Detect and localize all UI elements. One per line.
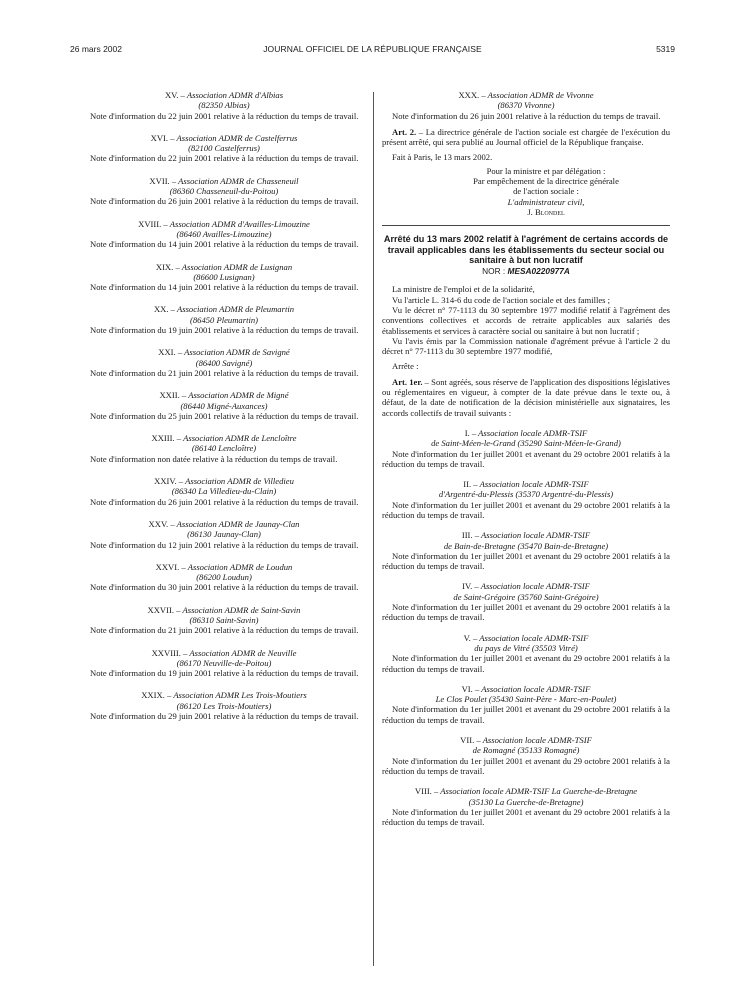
list-item: XXVI. – Association ADMR de Loudun (86200 Loudun) Note d'information du 30 juin 2001 relative à la réduction du temps de travail. — [80, 562, 368, 593]
list-item: XVI. – Association ADMR de Castelferrus (82100 Castelferrus) Note d'information du 22 juin 2001 relative à la réduction du temps de travail. — [80, 133, 368, 164]
entry-name: Association locale ADMR-TSIF — [478, 427, 588, 438]
entry-name: Association ADMR de Neuville — [189, 647, 297, 658]
entry-number: VIII. — [414, 786, 432, 797]
entry-place: (86440 Migné-Auxances) — [180, 400, 268, 411]
list-item: V. – Association locale ADMR-TSIF du pays de Vitré (35503 Vitré) Note d'information du 1er juillet 2001 et avenant du 29 octobre 2001 relatifs à la réduction du temps de travail. — [382, 632, 670, 674]
arrete-para-2: Vu l'article L. 314-6 du code de l'action sociale et des familles ; — [392, 294, 611, 305]
list-item: XX. – Association ADMR de Pleumartin (86450 Pleumartin) Note d'information du 19 juin 2001 relative à la réduction du temps de travail. — [80, 304, 368, 335]
list-item: VII. – Association locale ADMR-TSIF de Romagné (35133 Romagné) Note d'information du 1er juillet 2001 et avenant du 29 octobre 2001 relatifs à la réduction du temps de travail. — [382, 735, 670, 776]
list-item: I. – Association locale ADMR-TSIF de Saint-Méen-le-Grand (35290 Saint-Méen-le-Grand) Note d'information du 1er juillet 2001 et avenant du 29 octobre 2001 relatifs à la réduction du temps de travail. — [382, 427, 670, 469]
list-item: XXIV. – Association ADMR de Villedieu (86340 La Villedieu-du-Clain) Note d'information du 26 juin 2001 relative à la réduction du temps de travail. — [80, 476, 368, 507]
list-item: XXVII. – Association ADMR de Saint-Savin (86310 Saint-Savin) Note d'information du 21 juin 2001 relative à la réduction du temps de travail. — [80, 605, 368, 636]
entry-body: Note d'information du 22 juin 2001 relative à la réduction du temps de travail. — [90, 110, 359, 121]
entry-number: XXV. — [148, 518, 169, 529]
entry-number: II. — [463, 479, 472, 490]
entry-body: Note d'information du 19 juin 2001 relative à la réduction du temps de travail. — [90, 325, 359, 336]
entry-body: Note d'information du 26 juin 2001 relative à la réduction du temps de travail. — [90, 196, 359, 207]
entry-place: du pays de Vitré (35503 Vitré) — [474, 642, 578, 653]
entry-name: Association locale ADMR-TSIF La Guerche-de-Bretagne — [440, 786, 638, 797]
arrete-para-3: Vu le décret n° 77-1113 du 30 septembre 1977 modifié relatif à l'agrément des conventions collectives et accords de retraite applicables aux salariés des établissements et services à caractère social ou sanitaire à but non lucratif ; — [382, 304, 670, 336]
arrete-para-1: La ministre de l'emploi et de la solidarité, — [392, 284, 535, 295]
arrete-title: Arrêté du 13 mars 2002 relatif à l'agrément de certains accords de travail applicables dans les établissements du secteur social ou sanitaire à but non lucratif — [383, 234, 669, 266]
entry-number: XV. — [164, 90, 179, 100]
article-1-label: Art. 1er. — [392, 376, 423, 387]
article-2-label: Art. 2. — [392, 126, 417, 137]
entry-body: Note d'information du 1er juillet 2001 et avenant du 29 octobre 2001 relatifs à la réduction du temps de travail. — [382, 602, 670, 623]
entry-place: de Romagné (35133 Romagné) — [472, 745, 580, 756]
arrete-word: Arrête : — [392, 361, 419, 372]
signature-line-4: L'administrateur civil, — [507, 196, 585, 207]
entry-number: XXII. — [159, 390, 180, 401]
nor-code: MESA0220977A — [507, 266, 570, 277]
entry-name: Association ADMR de Saint-Savin — [182, 604, 301, 615]
page-header — [70, 44, 675, 58]
entry-body: Note d'information non datée relative à la réduction du temps de travail. — [90, 453, 338, 464]
signature-block — [382, 166, 670, 217]
entry-number: I. — [464, 427, 470, 438]
entry-number: XVIII. — [138, 218, 162, 229]
entry-number: XXIX. — [141, 690, 165, 701]
entry-name: Association locale ADMR-TSIF — [481, 530, 591, 541]
entry-place: (86140 Lencloître) — [191, 443, 257, 454]
signature-name: J. Blondel — [527, 206, 565, 217]
entry-name: Association ADMR de Chasseneuil — [178, 175, 299, 186]
entry-place: de Saint-Méen-le-Grand (35290 Saint-Méen-le-Grand) — [431, 438, 621, 449]
entry-body: Note d'information du 1er juillet 2001 et avenant du 29 octobre 2001 relatifs à la réduction du temps de travail. — [382, 448, 670, 469]
entry-number: XIX. — [155, 261, 174, 272]
entry-body: Note d'information du 29 juin 2001 relative à la réduction du temps de travail. — [90, 711, 359, 722]
entry-place: (86370 Vivonne) — [497, 100, 555, 111]
list-item: XXII. – Association ADMR de Migné (86440 Migné-Auxances) Note d'information du 25 juin 2001 relative à la réduction du temps de travail. — [80, 390, 368, 421]
entry-place: (86340 La Villedieu-du-Clain) — [171, 486, 277, 497]
entry-name: Association ADMR d'Availles-Limouzine — [169, 218, 310, 229]
entry-place: (86600 Lusignan) — [193, 271, 255, 282]
entry-body: Note d'information du 30 juin 2001 relative à la réduction du temps de travail. — [90, 582, 359, 593]
article-1 — [382, 377, 670, 418]
signature-line-2: Par empêchement de la directrice générale — [473, 176, 619, 187]
entry-body: Note d'information du 1er juillet 2001 et avenant du 29 octobre 2001 relatifs à la réduction du temps de travail. — [382, 704, 670, 725]
entry-name: Association ADMR de Castelferrus — [176, 132, 298, 143]
entry-xxx: XXX. – Association ADMR de Vivonne (86370 Vivonne) Note d'information du 26 juin 2001 relative à la réduction du temps de travail. — [382, 90, 670, 121]
entry-number: III. — [461, 530, 473, 541]
entry-number: XXVIII. — [151, 647, 181, 658]
entry-place: (86400 Savigné) — [195, 357, 253, 368]
entry-number: XXX. — [458, 90, 480, 100]
entry-body: Note d'information du 1er juillet 2001 et avenant du 29 octobre 2001 relatifs à la réduction du temps de travail. — [382, 499, 670, 520]
section-rule — [382, 225, 670, 226]
header-date: 26 mars 2002 — [70, 44, 122, 54]
column-divider — [373, 92, 374, 966]
entry-name: Association ADMR Les Trois-Moutiers — [173, 690, 307, 701]
entry-name: Association ADMR de Savigné — [184, 347, 290, 358]
nor-label: NOR : — [482, 266, 506, 277]
entry-name: Association locale ADMR-TSIF — [479, 632, 589, 643]
left-column — [80, 90, 368, 721]
entry-name: Association ADMR de Loudun — [187, 561, 293, 572]
list-item: XXIII. – Association ADMR de Lencloître (86140 Lencloître) Note d'information non datée relative à la réduction du temps de travail. — [80, 433, 368, 464]
entry-name: Association ADMR de Pleumartin — [176, 304, 295, 315]
entry-place: Le Clos Poulet (35430 Saint-Père - Marc-en-Poulet) — [435, 694, 617, 705]
entry-body: Note d'information du 12 juin 2001 relative à la réduction du temps de travail. — [90, 539, 359, 550]
entry-body: Note d'information du 25 juin 2001 relative à la réduction du temps de travail. — [90, 410, 359, 421]
entry-body: Note d'information du 21 juin 2001 relative à la réduction du temps de travail. — [90, 625, 359, 636]
entry-body: Note d'information du 14 juin 2001 relative à la réduction du temps de travail. — [90, 282, 359, 293]
list-item: XXVIII. – Association ADMR de Neuville (86170 Neuville-de-Poitou) Note d'information du 19 juin 2001 relative à la réduction du temps de travail. — [80, 648, 368, 679]
entry-body: Note d'information du 1er juillet 2001 et avenant du 29 octobre 2001 relatifs à la réduction du temps de travail. — [382, 755, 670, 776]
entry-place: (86360 Chasseneuil-du-Poitou) — [169, 186, 279, 197]
entry-number: XVI. — [150, 132, 169, 143]
entry-body: Note d'information du 1er juillet 2001 et avenant du 29 octobre 2001 relatifs à la réduction du temps de travail. — [382, 653, 670, 674]
article-2-text: – La directrice générale de l'action sociale est chargée de l'exécution du présent arrêté, qui sera publié au Journal officiel de la République française. — [382, 126, 670, 148]
entry-number: IV. — [462, 581, 473, 592]
entry-name: Association locale ADMR-TSIF — [480, 581, 590, 592]
signature-line-3: de l'action sociale : — [513, 186, 579, 197]
entry-place: (86450 Pleumartin) — [189, 314, 259, 325]
entry-name: Association ADMR de Vivonne — [487, 90, 594, 100]
entry-place: de Saint-Grégoire (35760 Saint-Grégoire) — [453, 591, 599, 602]
entry-name: Association ADMR de Migné — [188, 390, 289, 401]
list-item: XXIX. – Association ADMR Les Trois-Moutiers (86120 Les Trois-Moutiers) Note d'information du 29 juin 2001 relative à la réduction du temps de travail. — [80, 690, 368, 721]
list-item: XIX. – Association ADMR de Lusignan (86600 Lusignan) Note d'information du 14 juin 2001 relative à la réduction du temps de travail. — [80, 262, 368, 293]
article-1-text: – Sont agréés, sous réserve de l'application des dispositions législatives ou réglementaires en vigueur, à compter de la date prévue dans le texte ou, à défaut, de la date de notification de la décision ministérielle aux signataires, les accords collectifs de travail suivants : — [382, 376, 670, 418]
entry-number: XXVI. — [155, 561, 180, 572]
entry-body: Note d'information du 22 juin 2001 relative à la réduction du temps de travail. — [90, 153, 359, 164]
entry-name: Association ADMR de Lusignan — [181, 261, 293, 272]
entry-body: Note d'information du 19 juin 2001 relative à la réduction du temps de travail. — [90, 668, 359, 679]
entry-place: (82100 Castelferrus) — [188, 143, 260, 154]
entry-name: Association locale ADMR-TSIF — [479, 479, 589, 490]
arrete-para-4: Vu l'avis émis par la Commission nationale d'agrément prévue à l'article 2 du décret n° 77-1113 du 30 septembre 1977 modifié, — [382, 335, 670, 357]
list-item: IV. – Association locale ADMR-TSIF de Saint-Grégoire (35760 Saint-Grégoire) Note d'information du 1er juillet 2001 et avenant du 29 octobre 2001 relatifs à la réduction du temps de travail. — [382, 581, 670, 623]
list-item: XVII. – Association ADMR de Chasseneuil (86360 Chasseneuil-du-Poitou) Note d'information du 26 juin 2001 relative à la réduction du temps de travail. — [80, 176, 368, 207]
entry-number: VII. — [460, 735, 475, 746]
right-column — [382, 90, 670, 827]
entry-place: d'Argentré-du-Plessis (35370 Argentré-du-Plessis) — [438, 489, 614, 500]
right-entry-list — [382, 428, 670, 828]
entry-place: (86130 Jaunay-Clan) — [187, 529, 261, 540]
article-2 — [382, 127, 670, 148]
entry-place: (86120 Les Trois-Moutiers) — [176, 700, 272, 711]
entry-name: Association ADMR d'Albias — [186, 90, 284, 100]
entry-body: Note d'information du 21 juin 2001 relative à la réduction du temps de travail. — [90, 367, 359, 378]
entry-place: (86310 Saint-Savin) — [189, 614, 259, 625]
entry-body: Note d'information du 26 juin 2001 relative à la réduction du temps de travail. — [392, 110, 661, 121]
header-page-number: 5319 — [656, 44, 675, 54]
entry-number: XXI. — [158, 347, 176, 358]
entry-body: Note d'information du 26 juin 2001 relative à la réduction du temps de travail. — [90, 496, 359, 507]
entry-name: Association ADMR de Lencloître — [183, 433, 297, 444]
list-item: XVIII. – Association ADMR d'Availles-Limouzine (86460 Availles-Limouzine) Note d'information du 14 juin 2001 relative à la réduction du temps de travail. — [80, 219, 368, 250]
entry-number: XX. — [153, 304, 169, 315]
entry-name: Association locale ADMR-TSIF — [482, 735, 592, 746]
list-item: VI. – Association locale ADMR-TSIF Le Clos Poulet (35430 Saint-Père - Marc-en-Poulet) Note d'information du 1er juillet 2001 et avenant du 29 octobre 2001 relatifs à la réduction du temps de travail. — [382, 683, 670, 725]
entry-number: V. — [463, 632, 471, 643]
entry-place: (82350 Albias) — [198, 100, 250, 111]
header-title: JOURNAL OFFICIEL DE LA RÉPUBLIQUE FRANÇAISE — [263, 44, 482, 54]
list-item: II. – Association locale ADMR-TSIF d'Argentré-du-Plessis (35370 Argentré-du-Plessis) Note d'information du 1er juillet 2001 et avenant du 29 octobre 2001 relatifs à la réduction du temps de travail. — [382, 479, 670, 520]
entry-body: Note d'information du 1er juillet 2001 et avenant du 29 octobre 2001 relatifs à la réduction du temps de travail. — [382, 550, 670, 572]
entry-place: (86460 Availles-Limouzine) — [176, 228, 272, 239]
entry-name: Association ADMR de Jaunay-Clan — [176, 518, 300, 529]
list-item: XXV. – Association ADMR de Jaunay-Clan (86130 Jaunay-Clan) Note d'information du 12 juin 2001 relative à la réduction du temps de travail. — [80, 519, 368, 550]
entry-place: (86170 Neuville-de-Poitou) — [176, 657, 272, 668]
entry-number: XVII. — [149, 175, 170, 186]
list-item: XXI. – Association ADMR de Savigné (86400 Savigné) Note d'information du 21 juin 2001 relative à la réduction du temps de travail. — [80, 347, 368, 378]
list-item: III. – Association locale ADMR-TSIF de Bain-de-Bretagne (35470 Bain-de-Bretagne) Note d'information du 1er juillet 2001 et avenant du 29 octobre 2001 relatifs à la réduction du temps de travail. — [382, 530, 670, 572]
nor-line — [382, 266, 670, 276]
entry-number: XXIV. — [154, 476, 177, 487]
entry-number: XXIII. — [151, 433, 175, 444]
entry-body: Note d'information du 1er juillet 2001 et avenant du 29 octobre 2001 relatifs à la réduction du temps de travail. — [382, 806, 670, 828]
fait-line: Fait à Paris, le 13 mars 2002. — [392, 152, 493, 163]
signature-line-1: Pour la ministre et par délégation : — [486, 165, 606, 176]
entry-name: Association ADMR de Villedieu — [185, 476, 294, 487]
entry-place: de Bain-de-Bretagne (35470 Bain-de-Bretagne) — [443, 540, 609, 551]
entry-body: Note d'information du 14 juin 2001 relative à la réduction du temps de travail. — [90, 239, 359, 250]
list-item: XV. – Association ADMR d'Albias (82350 Albias) Note d'information du 22 juin 2001 relative à la réduction du temps de travail. — [80, 90, 368, 121]
entry-name: Association locale ADMR-TSIF — [481, 683, 591, 694]
list-item: VIII. – Association locale ADMR-TSIF La Guerche-de-Bretagne (35130 La Guerche-de-Bretagne) Note d'information du 1er juillet 2001 et avenant du 29 octobre 2001 relatifs à la réduction du temps de travail. — [382, 786, 670, 828]
entry-number: VI. — [461, 683, 473, 694]
entry-place: (35130 La Guerche-de-Bretagne) — [468, 796, 584, 807]
entry-number: XXVII. — [147, 604, 175, 615]
entry-place: (86200 Loudun) — [196, 572, 252, 583]
